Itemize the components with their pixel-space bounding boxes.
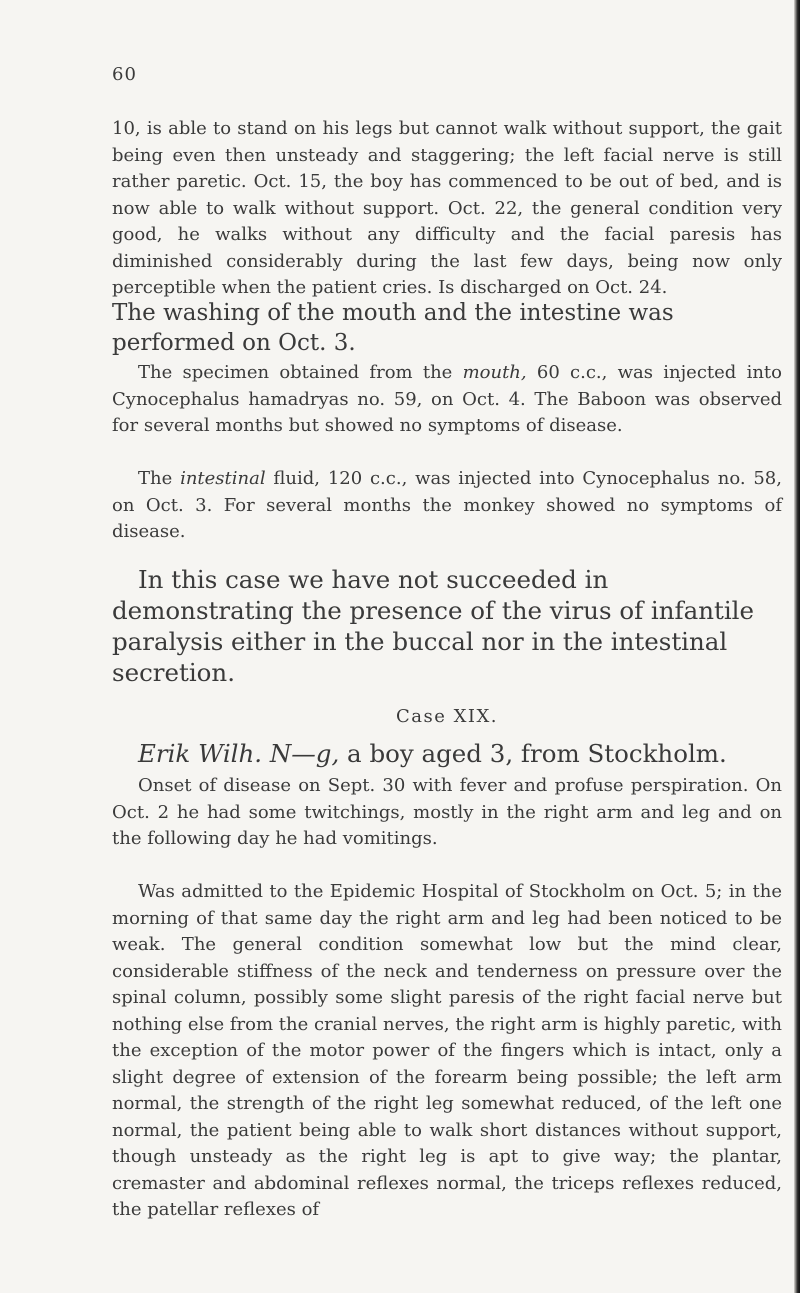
mouth-italic: mouth, — [462, 362, 527, 383]
mouth-before: The specimen obtained from the — [138, 362, 463, 383]
conclusion-paragraph: In this case we have not succeeded in demonstrating the presence of the virus of infantile paralysis either in the buccal nor in the intestinal secretion. — [112, 565, 755, 687]
case-title: Case XIX. — [395, 706, 499, 727]
washing-heading: The washing of the mouth and the intestine was performed on Oct. 3. — [112, 300, 674, 356]
intestinal-fluid-paragraph — [112, 466, 782, 546]
patient-description: a boy aged 3, from Stockholm. — [339, 739, 727, 768]
page-number: 60 — [112, 64, 137, 85]
patient-name: Erik Wilh. N—g, — [138, 739, 340, 768]
mouth-specimen-paragraph — [112, 360, 782, 440]
onset-paragraph: Onset of disease on Sept. 30 with fever and profuse perspiration. On Oct. 2 he had some twitchings, mostly in the right arm and leg and on the following day he had vomitings. — [112, 775, 782, 849]
patient-line — [112, 738, 782, 769]
continued-paragraph: 10, is able to stand on his legs but cannot walk without support, the gait being even then unsteady and staggering; the left facial nerve is still rather paretic. Oct. 15, the boy has commenced to be out of bed, and is now able to walk without support. Oct. 22, the general condition very good, he walks without any difficulty and the facial paresis has diminished considerably during the last few days, being now only perceptible when the patient cries. Is discharged on Oct. 24. — [112, 118, 782, 298]
mouth-after: 60 c.c., was injected into Cynocephalus hamadryas no. 59, on Oct. 4. The Baboon was observed for several months but showed no symptoms of disease. — [112, 362, 782, 436]
intestinal-italic: intestinal — [180, 468, 266, 489]
admission-paragraph: Was admitted to the Epidemic Hospital of Stockholm on Oct. 5; in the morning of that same day the right arm and leg had been noticed to be weak. The general condition somewhat low but the mind clear, considerable stiffness of the neck and tenderness on pressure over the spinal column, possibly some slight paresis of the right facial nerve but nothing else from the cranial nerves, the right arm is highly paretic, with the exception of the motor power of the fingers which is intact, only a slight degree of extension of the forearm being possible; the left arm normal, the strength of the right leg somewhat reduced, of the left one normal, the patient being able to walk short distances without support, though unsteady as the right leg is apt to give way; the plantar, cremaster and abdominal reflexes normal, the triceps reflexes reduced, the patellar reflexes of — [112, 881, 782, 1220]
page-edge — [794, 0, 800, 1293]
intestinal-before: The — [138, 468, 181, 489]
intestinal-after: fluid, 120 c.c., was injected into Cynocephalus no. 58, on Oct. 3. For several months the monkey showed no symptoms of disease. — [112, 468, 782, 542]
